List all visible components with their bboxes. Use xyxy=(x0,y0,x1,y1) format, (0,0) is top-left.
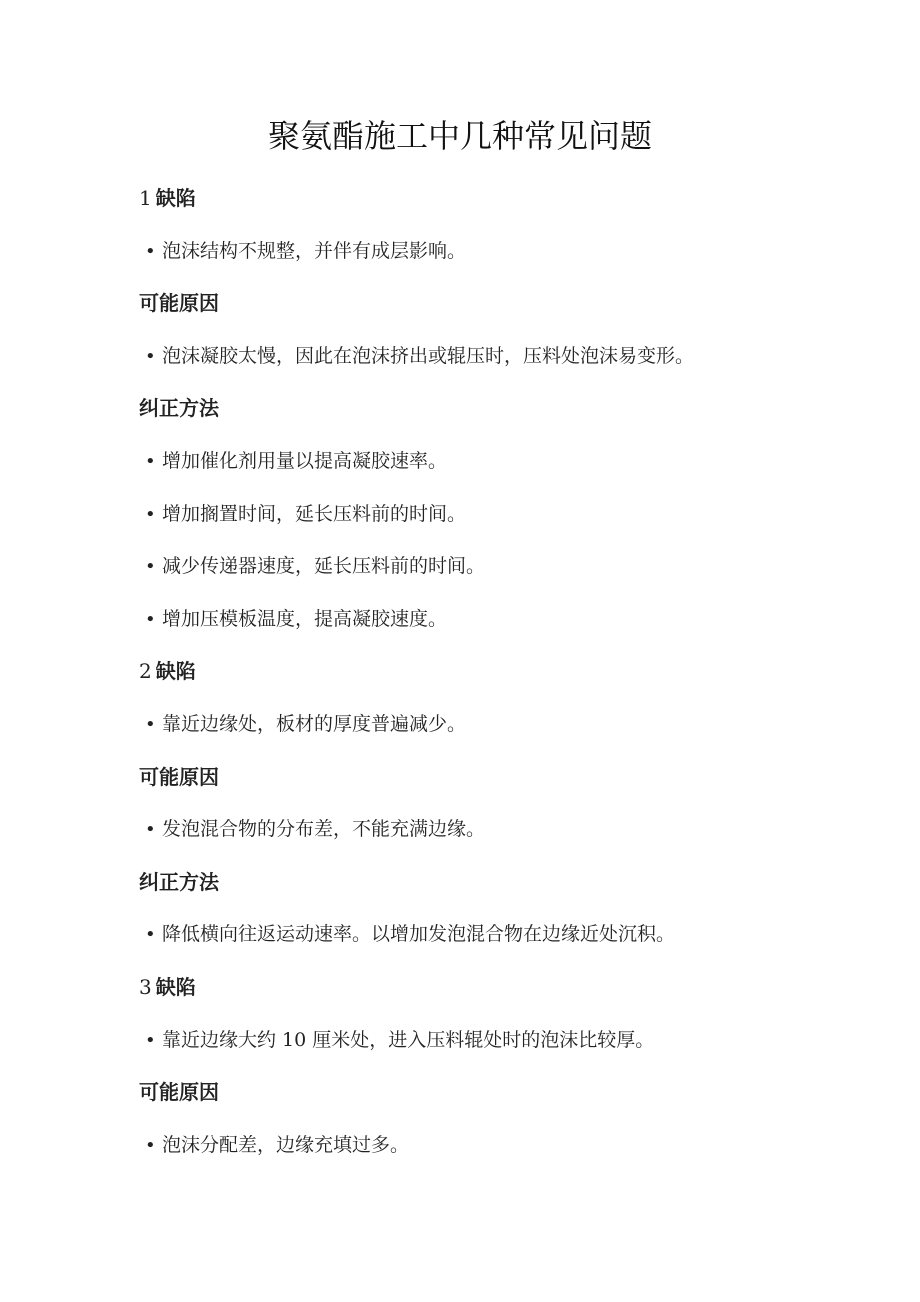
bullet-text: 减少传递器速度，延长压料前的时间。 xyxy=(162,555,486,578)
bullet-text: 泡沫分配差，边缘充填过多。 xyxy=(162,1133,410,1156)
bullet-text: 发泡混合物的分布差，不能充满边缘。 xyxy=(162,818,486,841)
bullet-dot-icon: • xyxy=(145,924,156,946)
bullet-item xyxy=(139,444,819,497)
bullet-dot-icon: • xyxy=(145,503,156,525)
section-number: 3 xyxy=(139,974,152,999)
bullet-text: 增加压模板温度，提高凝胶速度。 xyxy=(162,607,448,630)
section-heading xyxy=(139,391,819,444)
bullet-item xyxy=(139,602,819,655)
bullet-item xyxy=(139,1023,819,1076)
section-heading-text: 缺陷 xyxy=(155,974,196,999)
section-heading-text: 纠正方法 xyxy=(139,869,219,894)
bullet-item xyxy=(139,339,819,392)
bullet-text: 泡沫结构不规整，并伴有成层影响。 xyxy=(162,239,467,262)
section-number: 1 xyxy=(139,186,152,210)
bullet-item xyxy=(139,549,819,602)
section-heading-text: 可能原因 xyxy=(139,764,219,789)
section-heading-text: 可能原因 xyxy=(139,1080,219,1105)
bullet-text: 泡沫凝胶太慢，因此在泡沫挤出或辊压时，压料处泡沫易变形。 xyxy=(162,344,695,367)
bullet-item xyxy=(139,497,819,550)
bullet-dot-icon: • xyxy=(145,345,156,367)
section-heading xyxy=(139,654,819,707)
bullet-text: 靠近边缘大约 10 厘米处，进入压料辊处时的泡沫比较厚。 xyxy=(162,1028,655,1051)
section-heading xyxy=(139,760,819,813)
bullet-text: 靠近边缘处，板材的厚度普遍减少。 xyxy=(162,712,467,735)
bullet-dot-icon: • xyxy=(145,713,156,735)
section-number: 2 xyxy=(139,659,152,684)
bullet-dot-icon: • xyxy=(145,556,156,578)
section-heading xyxy=(139,286,819,339)
section-heading-text: 缺陷 xyxy=(155,186,196,210)
section-heading-text: 纠正方法 xyxy=(139,396,219,421)
bullet-dot-icon: • xyxy=(145,1029,156,1051)
document-body xyxy=(139,181,819,1180)
section-heading xyxy=(139,181,819,234)
bullet-dot-icon: • xyxy=(145,450,156,472)
bullet-item xyxy=(139,1128,819,1181)
bullet-text: 增加催化剂用量以提高凝胶速率。 xyxy=(162,449,448,472)
section-heading xyxy=(139,970,819,1023)
bullet-text: 降低横向往返运动速率。以增加发泡混合物在边缘近处沉积。 xyxy=(162,923,676,946)
bullet-item xyxy=(139,917,819,970)
bullet-dot-icon: • xyxy=(145,1134,156,1156)
document-title: 聚氨酯施工中几种常见问题 xyxy=(267,117,652,155)
section-heading-text: 缺陷 xyxy=(155,659,196,684)
bullet-text: 增加搁置时间，延长压料前的时间。 xyxy=(162,502,467,525)
bullet-dot-icon: • xyxy=(145,819,156,841)
bullet-dot-icon: • xyxy=(145,608,156,630)
bullet-item xyxy=(139,812,819,865)
bullet-dot-icon: • xyxy=(145,240,156,262)
section-heading xyxy=(139,1075,819,1128)
bullet-item xyxy=(139,707,819,760)
section-heading-text: 可能原因 xyxy=(139,291,219,316)
bullet-item xyxy=(139,234,819,287)
section-heading xyxy=(139,865,819,918)
